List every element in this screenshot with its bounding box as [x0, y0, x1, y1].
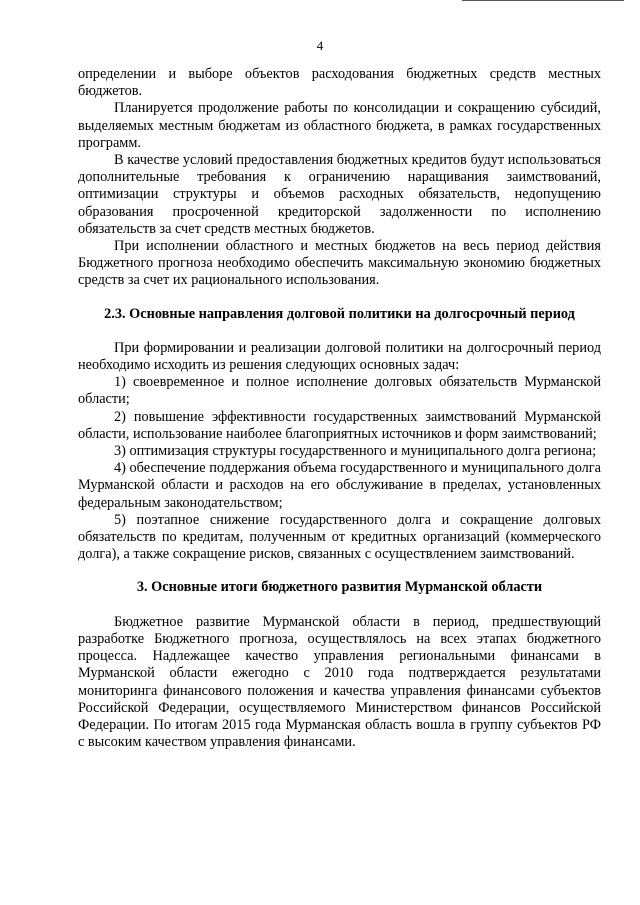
- list-item: 3) оптимизация структуры государственного и муниципального долга региона;: [114, 443, 597, 460]
- paragraph-subsidies: Планируется продолжение работы по консолидации и сокращению субсидий, выделяемых местным бюджетам из областного бюджета, в рамках государственных программ.: [78, 100, 601, 151]
- list-item: 5) поэтапное снижение государственного долга и сокращение долговых обязательств по кредитам, полученным от кредитных организаций (коммерческого долга), а также сокращение рисков, связанных с осуществлением заимствований.: [78, 511, 601, 563]
- page-number: 4: [316, 38, 324, 53]
- section-heading-2-3: 2.3. Основные направления долговой политики на долгосрочный период: [104, 305, 575, 322]
- document-body: [78, 66, 601, 751]
- list-item: 2) повышение эффективности государственных заимствований Мурманской области, использование наиболее благоприятных источников и форм заимствований;: [78, 408, 601, 442]
- section-3-paragraph: Бюджетное развитие Мурманской области в период, предшествующий разработке Бюджетного прогноза, осуществлялось на всех этапах бюджетного процесса. Надлежащее качество управления региональными финансами в Мурманской области ежегодно с 2010 года подтверждается результатами мониторинга финансового положения и качества управления финансами субъектов Российской Федерации, осуществляемого Министерством финансов Российской Федерации. По итогам 2015 года Мурманская область вошла в группу субъектов РФ с высоким качеством управления финансами.: [78, 613, 601, 751]
- paragraph-credit-conditions: В качестве условий предоставления бюджетных кредитов будут использоваться дополнительные требования к ограничению наращивания заимствований, оптимизации структуры и объемов расходных обязательств, недопущению образования просроченной кредиторской задолженности по исполнению обязательств за счет средств местных бюджетов.: [78, 152, 601, 237]
- top-edge-rule: [462, 0, 624, 1]
- section-heading-3: 3. Основные итоги бюджетного развития Мурманской области: [136, 579, 543, 596]
- paragraph-continuation: определении и выборе объектов расходования бюджетных средств местных бюджетов.: [78, 66, 601, 100]
- list-item: 4) обеспечение поддержания объема государственного и муниципального долга Мурманской области и расходов на его обслуживание в пределах, установленных федеральным законодательством;: [78, 460, 601, 511]
- section-2-3-intro: При формировании и реализации долговой политики на долгосрочный период необходимо исходить из решения следующих основных задач:: [78, 339, 601, 374]
- paragraph-budget-economy: При исполнении областного и местных бюджетов на весь период действия Бюджетного прогноза необходимо обеспечить максимальную экономию бюджетных средств за счет их рационального использования.: [78, 238, 601, 289]
- list-item: 1) своевременное и полное исполнение долговых обязательств Мурманской области;: [78, 374, 601, 408]
